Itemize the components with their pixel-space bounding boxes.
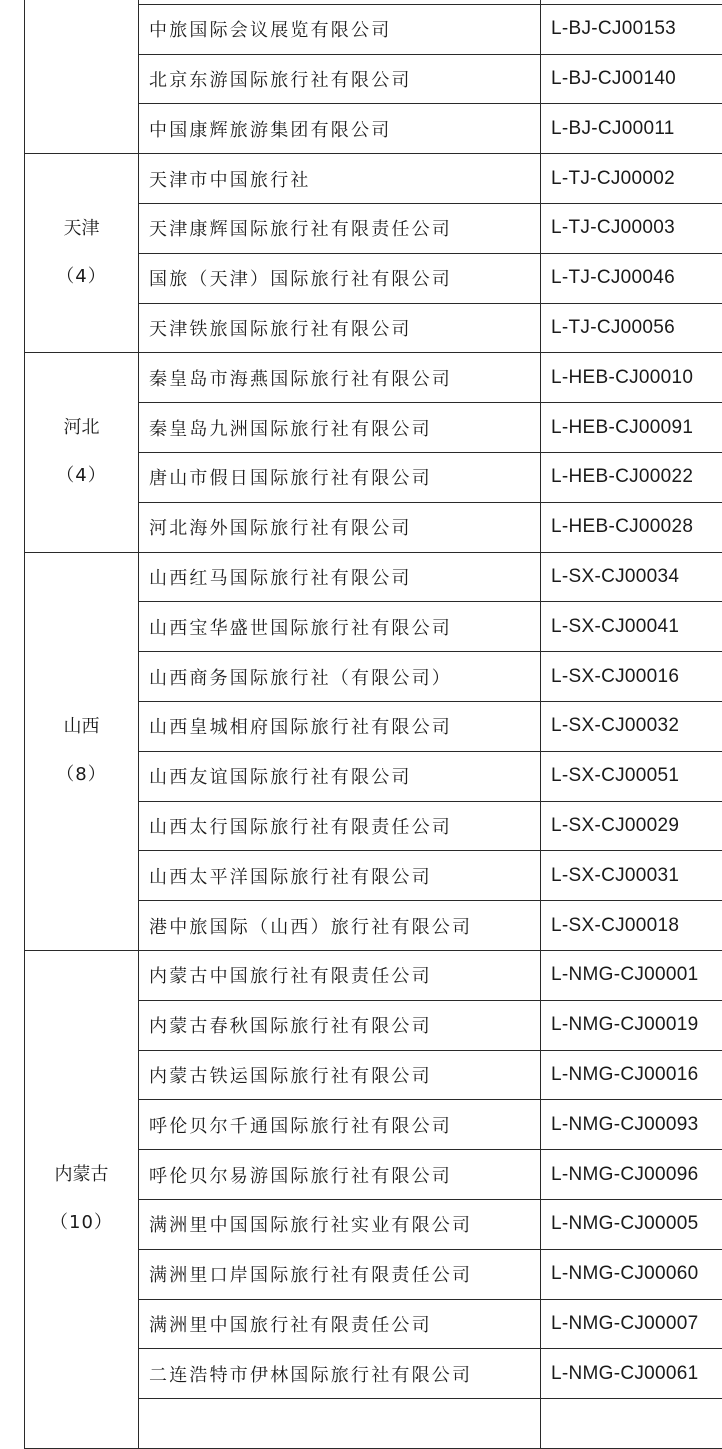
company-name-cell: 满洲里中国国际旅行社实业有限公司: [139, 1199, 541, 1249]
company-name-cell: 呼伦贝尔易游国际旅行社有限公司: [139, 1150, 541, 1200]
license-code-cell: L-SX-CJ00032: [541, 701, 722, 751]
company-name-cell: 唐山市假日国际旅行社有限公司: [139, 452, 541, 502]
license-code-cell: [541, 1399, 722, 1449]
region-cell: [25, 552, 139, 950]
company-name-cell: 满洲里中国旅行社有限责任公司: [139, 1299, 541, 1349]
region-name: 天津: [25, 205, 138, 253]
license-code-cell: L-SX-CJ00034: [541, 552, 722, 602]
company-name-cell: 内蒙古中国旅行社有限责任公司: [139, 950, 541, 1000]
company-name-cell: 中国康辉旅游集团有限公司: [139, 104, 541, 154]
license-code-cell: L-HEB-CJ00091: [541, 403, 722, 453]
license-code-cell: L-TJ-CJ00056: [541, 303, 722, 353]
company-name-cell: 山西红马国际旅行社有限公司: [139, 552, 541, 602]
license-code-cell: L-HEB-CJ00022: [541, 452, 722, 502]
agency-table: [24, 0, 722, 1449]
company-name-cell: 内蒙古春秋国际旅行社有限公司: [139, 1000, 541, 1050]
region-count: （4）: [25, 452, 138, 500]
company-name-cell: 山西太行国际旅行社有限责任公司: [139, 801, 541, 851]
company-name-cell: [139, 1399, 541, 1449]
company-name-cell: 二连浩特市伊林国际旅行社有限公司: [139, 1349, 541, 1399]
license-code-cell: L-NMG-CJ00005: [541, 1199, 722, 1249]
table-row: [25, 154, 722, 204]
company-name-cell: 山西宝华盛世国际旅行社有限公司: [139, 602, 541, 652]
company-name-cell: 秦皇岛市海燕国际旅行社有限公司: [139, 353, 541, 403]
region-cell: [25, 950, 139, 1448]
company-name-cell: 山西皇城相府国际旅行社有限公司: [139, 701, 541, 751]
company-name-cell: 山西商务国际旅行社（有限公司）: [139, 652, 541, 702]
company-name-cell: 国旅（天津）国际旅行社有限公司: [139, 253, 541, 303]
license-code-cell: L-TJ-CJ00003: [541, 203, 722, 253]
license-code-cell: L-NMG-CJ00019: [541, 1000, 722, 1050]
license-code-cell: L-HEB-CJ00028: [541, 502, 722, 552]
company-name-cell: 港中旅国际（山西）旅行社有限公司: [139, 901, 541, 951]
license-code-cell: L-TJ-CJ00046: [541, 253, 722, 303]
table-row: [25, 353, 722, 403]
license-code-cell: L-NMG-CJ00093: [541, 1100, 722, 1150]
region-name: 河北: [25, 404, 138, 452]
company-name-cell: 满洲里口岸国际旅行社有限责任公司: [139, 1249, 541, 1299]
company-name-cell: 中旅国际会议展览有限公司: [139, 4, 541, 54]
license-code-cell: L-BJ-CJ00153: [541, 4, 722, 54]
company-name-cell: 内蒙古铁运国际旅行社有限公司: [139, 1050, 541, 1100]
company-name-cell: 山西太平洋国际旅行社有限公司: [139, 851, 541, 901]
license-code-cell: L-SX-CJ00016: [541, 652, 722, 702]
license-code-cell: L-BJ-CJ00011: [541, 104, 722, 154]
agency-table-body: [25, 0, 722, 1448]
license-code-cell: L-SX-CJ00018: [541, 901, 722, 951]
license-code-cell: L-SX-CJ00031: [541, 851, 722, 901]
region-cell: [25, 353, 139, 552]
company-name-cell: 秦皇岛九洲国际旅行社有限公司: [139, 403, 541, 453]
company-name-cell: 天津铁旅国际旅行社有限公司: [139, 303, 541, 353]
region-name: 内蒙古: [25, 1151, 138, 1199]
company-name-cell: 河北海外国际旅行社有限公司: [139, 502, 541, 552]
company-name-cell: 北京东游国际旅行社有限公司: [139, 54, 541, 104]
company-name-cell: 山西友谊国际旅行社有限公司: [139, 751, 541, 801]
license-code-cell: L-BJ-CJ00140: [541, 54, 722, 104]
table-row: [25, 552, 722, 602]
company-name-cell: 天津市中国旅行社: [139, 154, 541, 204]
license-code-cell: L-SX-CJ00041: [541, 602, 722, 652]
company-name-cell: 呼伦贝尔千通国际旅行社有限公司: [139, 1100, 541, 1150]
license-code-cell: L-SX-CJ00051: [541, 751, 722, 801]
company-name-cell: 天津康辉国际旅行社有限责任公司: [139, 203, 541, 253]
table-row: [25, 950, 722, 1000]
region-name: 山西: [25, 703, 138, 751]
license-code-cell: L-NMG-CJ00096: [541, 1150, 722, 1200]
region-count: （10）: [25, 1199, 138, 1247]
region-count: （4）: [25, 253, 138, 301]
license-code-cell: L-SX-CJ00029: [541, 801, 722, 851]
license-code-cell: L-NMG-CJ00061: [541, 1349, 722, 1399]
region-cell: [25, 0, 139, 154]
license-code-cell: L-NMG-CJ00007: [541, 1299, 722, 1349]
region-cell: [25, 154, 139, 353]
region-count: （8）: [25, 751, 138, 799]
license-code-cell: L-NMG-CJ00060: [541, 1249, 722, 1299]
license-code-cell: L-TJ-CJ00002: [541, 154, 722, 204]
license-code-cell: L-NMG-CJ00016: [541, 1050, 722, 1100]
license-code-cell: L-NMG-CJ00001: [541, 950, 722, 1000]
license-code-cell: L-HEB-CJ00010: [541, 353, 722, 403]
